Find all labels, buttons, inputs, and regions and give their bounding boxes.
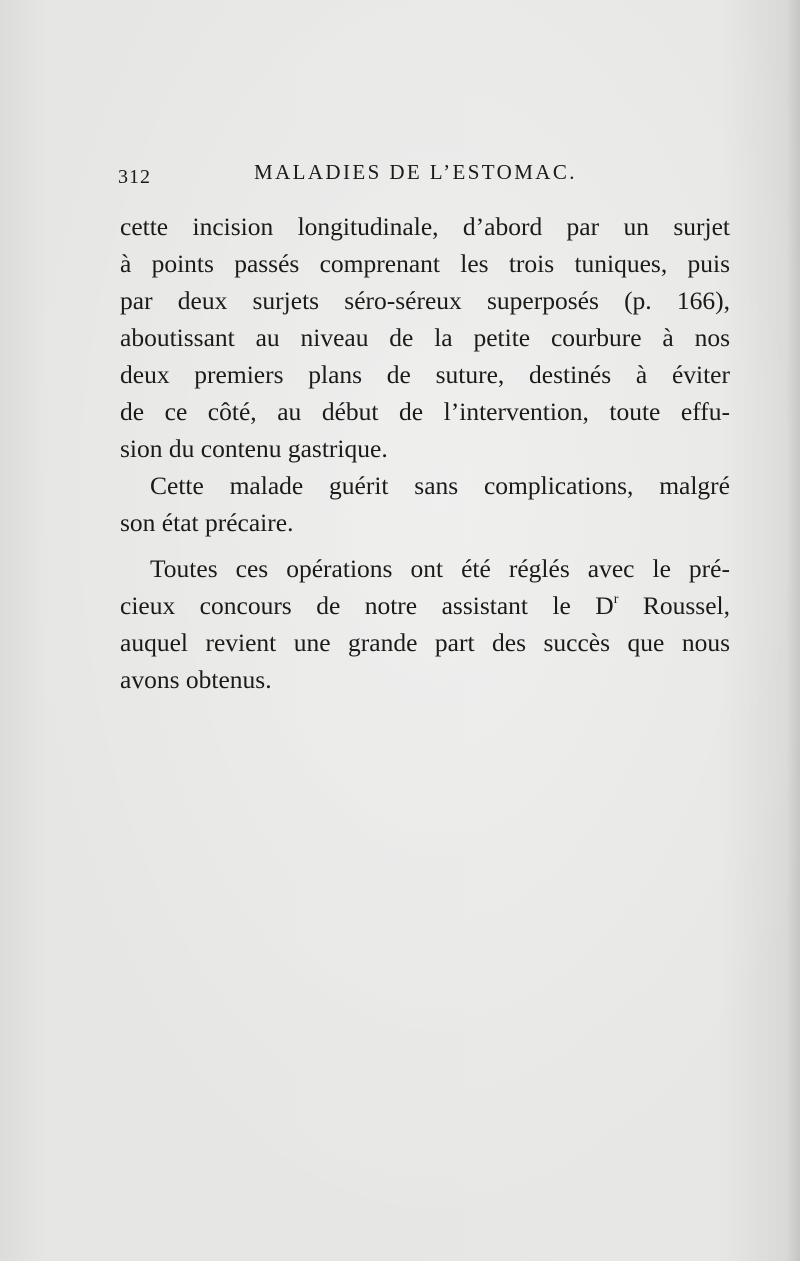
running-head xyxy=(118,160,730,190)
text-segment: cieux concours de notre assistant le D xyxy=(120,591,614,620)
running-head-title: MALADIES DE L’ESTOMAC. xyxy=(254,160,577,184)
text-line: sion du contenu gastrique. xyxy=(120,434,388,463)
text-line: Toutes ces opérations ont été réglés avec le pré- xyxy=(150,554,730,583)
text-line: cette incision longitudinale, d’abord par un surjet xyxy=(120,212,730,241)
paragraph-2 xyxy=(120,467,730,541)
paragraph-spacing xyxy=(120,541,730,550)
text-line: deux premiers plans de suture, destinés à éviter xyxy=(120,360,730,389)
text-line-with-superscript xyxy=(120,587,730,624)
text-line: par deux surjets séro-séreux superposés (p. 166), xyxy=(120,286,730,315)
text-line: aboutissant au niveau de la petite courbure à nos xyxy=(120,323,730,352)
page-number: 312 xyxy=(118,166,151,188)
page-edge-shadow xyxy=(786,0,800,1261)
body-text xyxy=(120,208,730,698)
text-segment: Roussel, xyxy=(618,591,730,620)
text-line: de ce côté, au début de l’intervention, toute effu- xyxy=(120,397,730,426)
text-line: Cette malade guérit sans complications, malgré xyxy=(150,471,730,500)
text-line: avons obtenus. xyxy=(120,665,272,694)
text-line: à points passés comprenant les trois tuniques, puis xyxy=(120,249,730,278)
paragraph-3 xyxy=(120,550,730,698)
paragraph-1 xyxy=(120,208,730,467)
text-line: auquel revient une grande part des succès que nous xyxy=(120,628,730,657)
text-line: son état précaire. xyxy=(120,508,294,537)
superscript-r: r xyxy=(613,592,619,607)
